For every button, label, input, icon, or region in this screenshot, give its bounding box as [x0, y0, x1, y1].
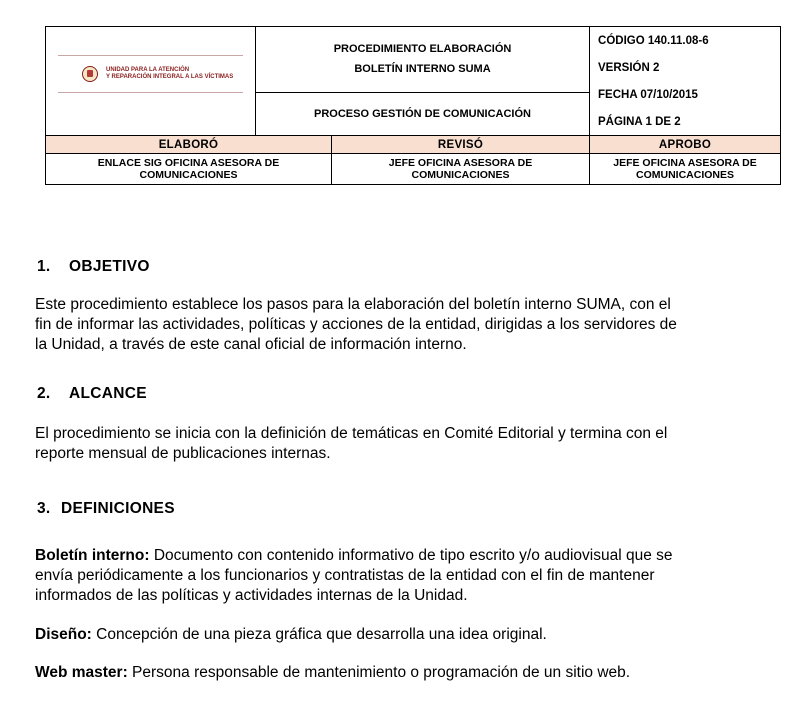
pagina: PÁGINA 1 DE 2 — [598, 115, 681, 128]
section-heading-definiciones: 3. DEFINICIONES — [37, 500, 175, 517]
unidad-victimas-logo — [58, 55, 243, 93]
title-line1: PROCEDIMIENTO ELABORACIÓN — [333, 43, 512, 56]
definition-term: Web master: — [35, 664, 128, 681]
document-title — [256, 27, 590, 93]
role-elaboro: ELABORÓ — [46, 136, 332, 154]
definition-term: Boletín interno: — [35, 547, 150, 564]
definition-web-master: Web master: Persona responsable de mantenimiento o programación de un sitio web. — [35, 664, 631, 681]
fecha: FECHA 07/10/2015 — [598, 88, 698, 101]
role-aprobo: APROBO — [590, 136, 781, 154]
logo-cell — [46, 27, 256, 136]
section-heading-alcance: 2. ALCANCE — [37, 385, 147, 402]
name-elaboro: ENLACE SIG OFICINA ASESORA DE COMUNICACIONES — [46, 154, 332, 185]
title-line2: BOLETÍN INTERNO SUMA — [354, 63, 491, 76]
definition-diseno: Diseño: Concepción de una pieza gráfica que desarrolla una idea original. — [35, 626, 547, 643]
codigo: CÓDIGO 140.11.08-6 — [598, 34, 709, 47]
logo-text-line1: UNIDAD PARA LA ATENCIÓN — [106, 67, 190, 73]
name-aprobo: JEFE OFICINA ASESORA DE COMUNICACIONES — [590, 154, 781, 185]
definition-boletin-interno: Boletín interno: Documento con contenido informativo de tipo escrito y/o audiovisual que se envía periódicamente a los funcionarios y contratistas de la entidad con el fin de mantener informados de las políticas y actividades internas de la Unidad. — [35, 547, 673, 604]
alcance-paragraph: El procedimiento se inicia con la definición de temáticas en Comité Editorial y termina con el reporte mensual de publicaciones internas. — [35, 425, 668, 462]
section-heading-objetivo: 1. OBJETIVO — [37, 258, 150, 275]
logo-text-line2: Y REPARACIÓN INTEGRAL A LAS VÍCTIMAS — [106, 74, 234, 80]
definition-term: Diseño: — [35, 626, 92, 643]
document-header-table — [45, 26, 781, 185]
process-name: PROCESO GESTIÓN DE COMUNICACIÓN — [256, 92, 590, 135]
name-reviso: JEFE OFICINA ASESORA DE COMUNICACIONES — [332, 154, 590, 185]
colombia-seal-icon — [82, 66, 98, 82]
version: VERSIÓN 2 — [598, 61, 660, 74]
document-meta — [590, 27, 781, 136]
objetivo-paragraph: Este procedimiento establece los pasos para la elaboración del boletín interno SUMA, con el fin de informar las actividades, políticas y acciones de la entidad, dirigidas a los servidores de la Unidad, a través de este canal oficial de información interno. — [35, 296, 677, 353]
role-reviso: REVISÓ — [332, 136, 590, 154]
